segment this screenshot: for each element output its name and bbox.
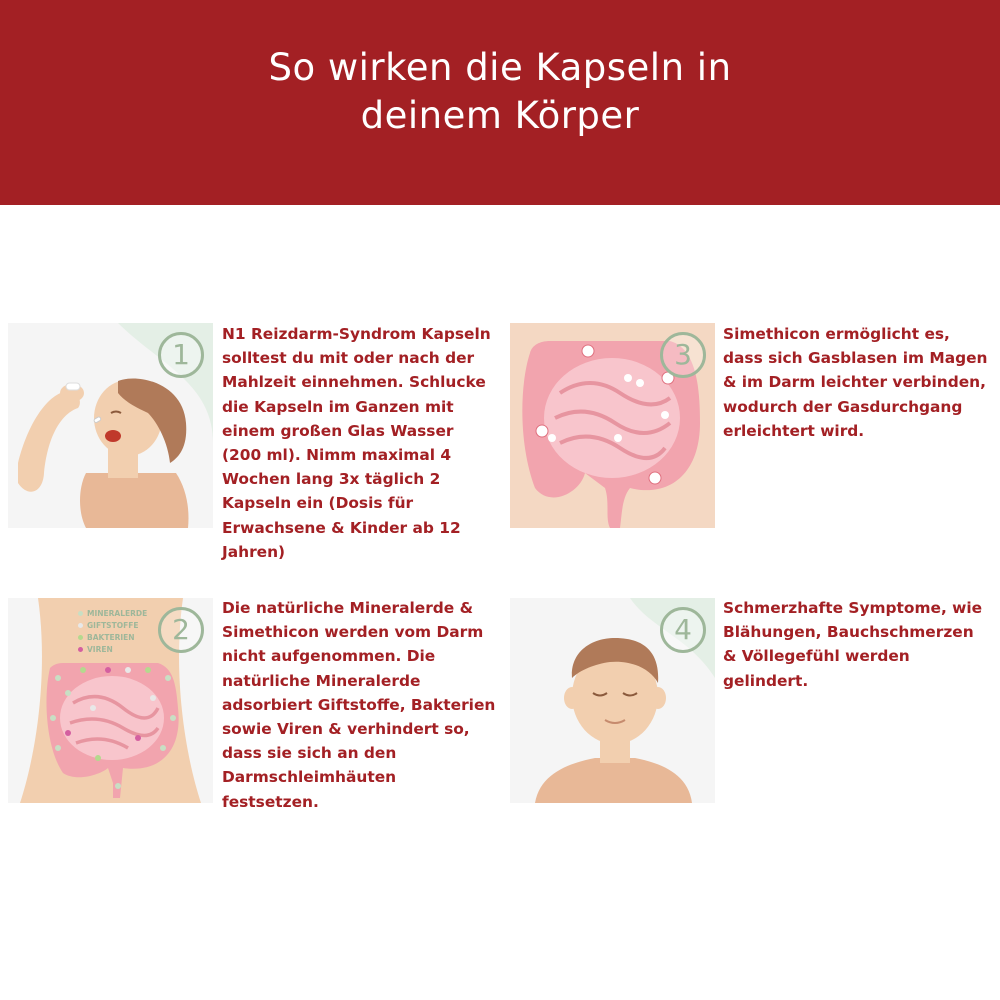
step-3-text: Simethicon ermöglicht es, dass sich Gasblasen im Magen & im Darm leichter verbinden, wodurch der Gasdurchgang erleichtert wird. [723, 325, 988, 440]
particle-legend [78, 608, 147, 656]
legend-item-giftstoffe: GIFTSTOFFE [78, 620, 147, 632]
page-title: So wirken die Kapseln in deinem Körper [268, 46, 732, 137]
step-2-text: Die natürliche Mineralerde & Simethicon werden vom Darm nicht aufgenommen. Die natürliche Mineralerde adsorbiert Giftstoffe, Bakterien sowie Viren & verhindert so, dass sie sich an den Darmschleimhäuten festsetzen. [222, 599, 496, 811]
step-4-illustration [510, 598, 715, 803]
step-1-text: N1 Reizdarm-Syndrom Kapseln solltest du mit oder nach der Mahlzeit einnehmen. Schlucke die Kapseln im Ganzen mit einem großen Glas Wasser (200 ml). Nimm maximal 4 Wochen lang 3x täglich 2 Kapseln ein (Dosis für Erwachsene & Kinder ab 12 Jahren) [222, 325, 491, 561]
legend-item-bakterien: BAKTERIEN [78, 632, 147, 644]
legend-item-viren: VIREN [78, 644, 147, 656]
step-2-illustration [8, 598, 213, 803]
step-number-badge: 4 [660, 607, 706, 653]
step-number-badge: 2 [158, 607, 204, 653]
step-number-badge: 3 [660, 332, 706, 378]
step-4-text: Schmerzhafte Symptome, wie Blähungen, Bauchschmerzen & Völlegefühl werden gelindert. [723, 599, 983, 690]
step-3-illustration [510, 323, 715, 528]
step-number-badge: 1 [158, 332, 204, 378]
header-banner [0, 0, 1000, 205]
step-1-illustration [8, 323, 213, 528]
legend-item-mineralerde: MINERALERDE [78, 608, 147, 620]
